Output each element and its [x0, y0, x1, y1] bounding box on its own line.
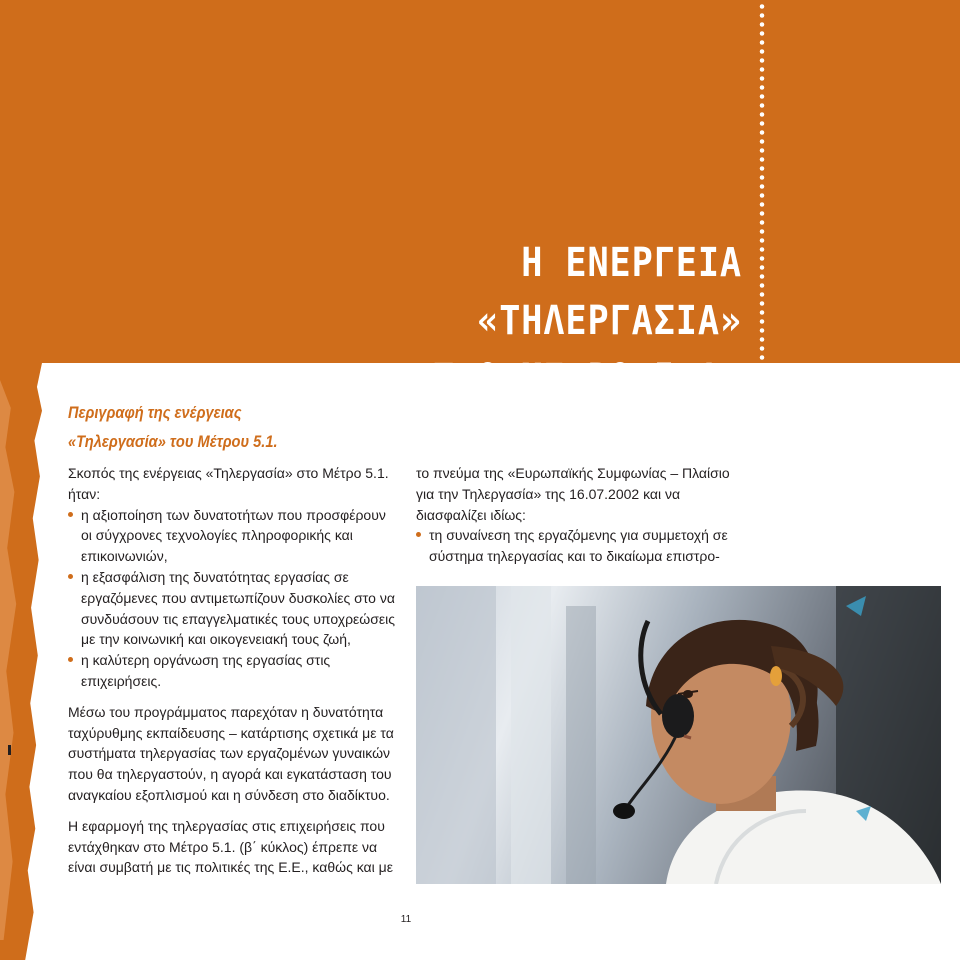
safeguards-list	[416, 525, 751, 567]
implementation-paragraph: Η εφαρμογή της τηλεργασίας στις επιχειρήσεις που εντάχθηκαν στο Μέτρο 5.1. (β΄ κύκλος) έπρεπε να είναι συμβατή με τις πολιτικές της Ε.Ε., καθώς και με	[68, 817, 393, 876]
page-title-line-1: Η ΕΝΕΡΓΕΙΑ «ΤΗΛΕΡΓΑΣΙΑ»	[477, 240, 742, 344]
agreement-paragraph: το πνεύμα της «Ευρωπαϊκής Συμφωνίας – Πλαίσιο για την Τηλεργασία» της 16.07.2002 και να διασφαλίζει ιδίως:	[416, 465, 730, 523]
section-heading-line-1: Περιγραφή της ενέργειας	[68, 403, 242, 422]
list-item: η αξιοποίηση των δυνατοτήτων που προσφέρουν οι σύγχρονες τεχνολογίες πληροφορικής και επικοινωνιών,	[68, 505, 396, 567]
list-item: η εξασφάλιση της δυνατότητας εργασίας σε εργαζόμενες που αντιμετωπίζουν δυσκολίες στο να συνδυάσουν τις επαγγελματικές τους υποχρεώσεις με την κοινωνική και οικογενειακή τους ζωή,	[68, 567, 396, 650]
right-column	[416, 463, 751, 567]
section-heading-line-2: «Τηλεργασία» του Μέτρου 5.1.	[68, 432, 278, 451]
side-mark	[8, 745, 11, 755]
section-heading	[68, 398, 326, 456]
dotted-divider	[758, 2, 766, 364]
list-item: η καλύτερη οργάνωση της εργασίας στις επιχειρήσεις.	[68, 650, 396, 692]
training-paragraph: Μέσω του προγράμματος παρεχόταν η δυνατότητα ταχύρυθμης εκπαίδευσης – κατάρτισης σχετικά με τα συστήματα τηλεργασίας των εργαζομένων γυναικών που θα τηλεργαστούν, η αγορά και εγκατάσταση του αναγκαίου εξοπλισμού και η σύνδεση στο διαδίκτυο.	[68, 703, 394, 803]
purpose-list	[68, 505, 396, 692]
page-number: 11	[400, 914, 412, 925]
photo-illustration	[416, 586, 941, 884]
page-title-line-2: ΣΤΟ ΜΕΤΡΟ 5.1.	[432, 356, 742, 402]
left-column	[68, 463, 396, 878]
intro-paragraph: Σκοπός της ενέργειας «Τηλεργασία» στο Μέτρο 5.1. ήταν:	[68, 465, 389, 502]
list-item: τη συναίνεση της εργαζόμενης για συμμετοχή σε σύστημα τηλεργασίας και το δικαίωμα επιστρο-	[416, 525, 751, 567]
call-center-photo	[416, 586, 941, 884]
page-title	[249, 234, 742, 408]
